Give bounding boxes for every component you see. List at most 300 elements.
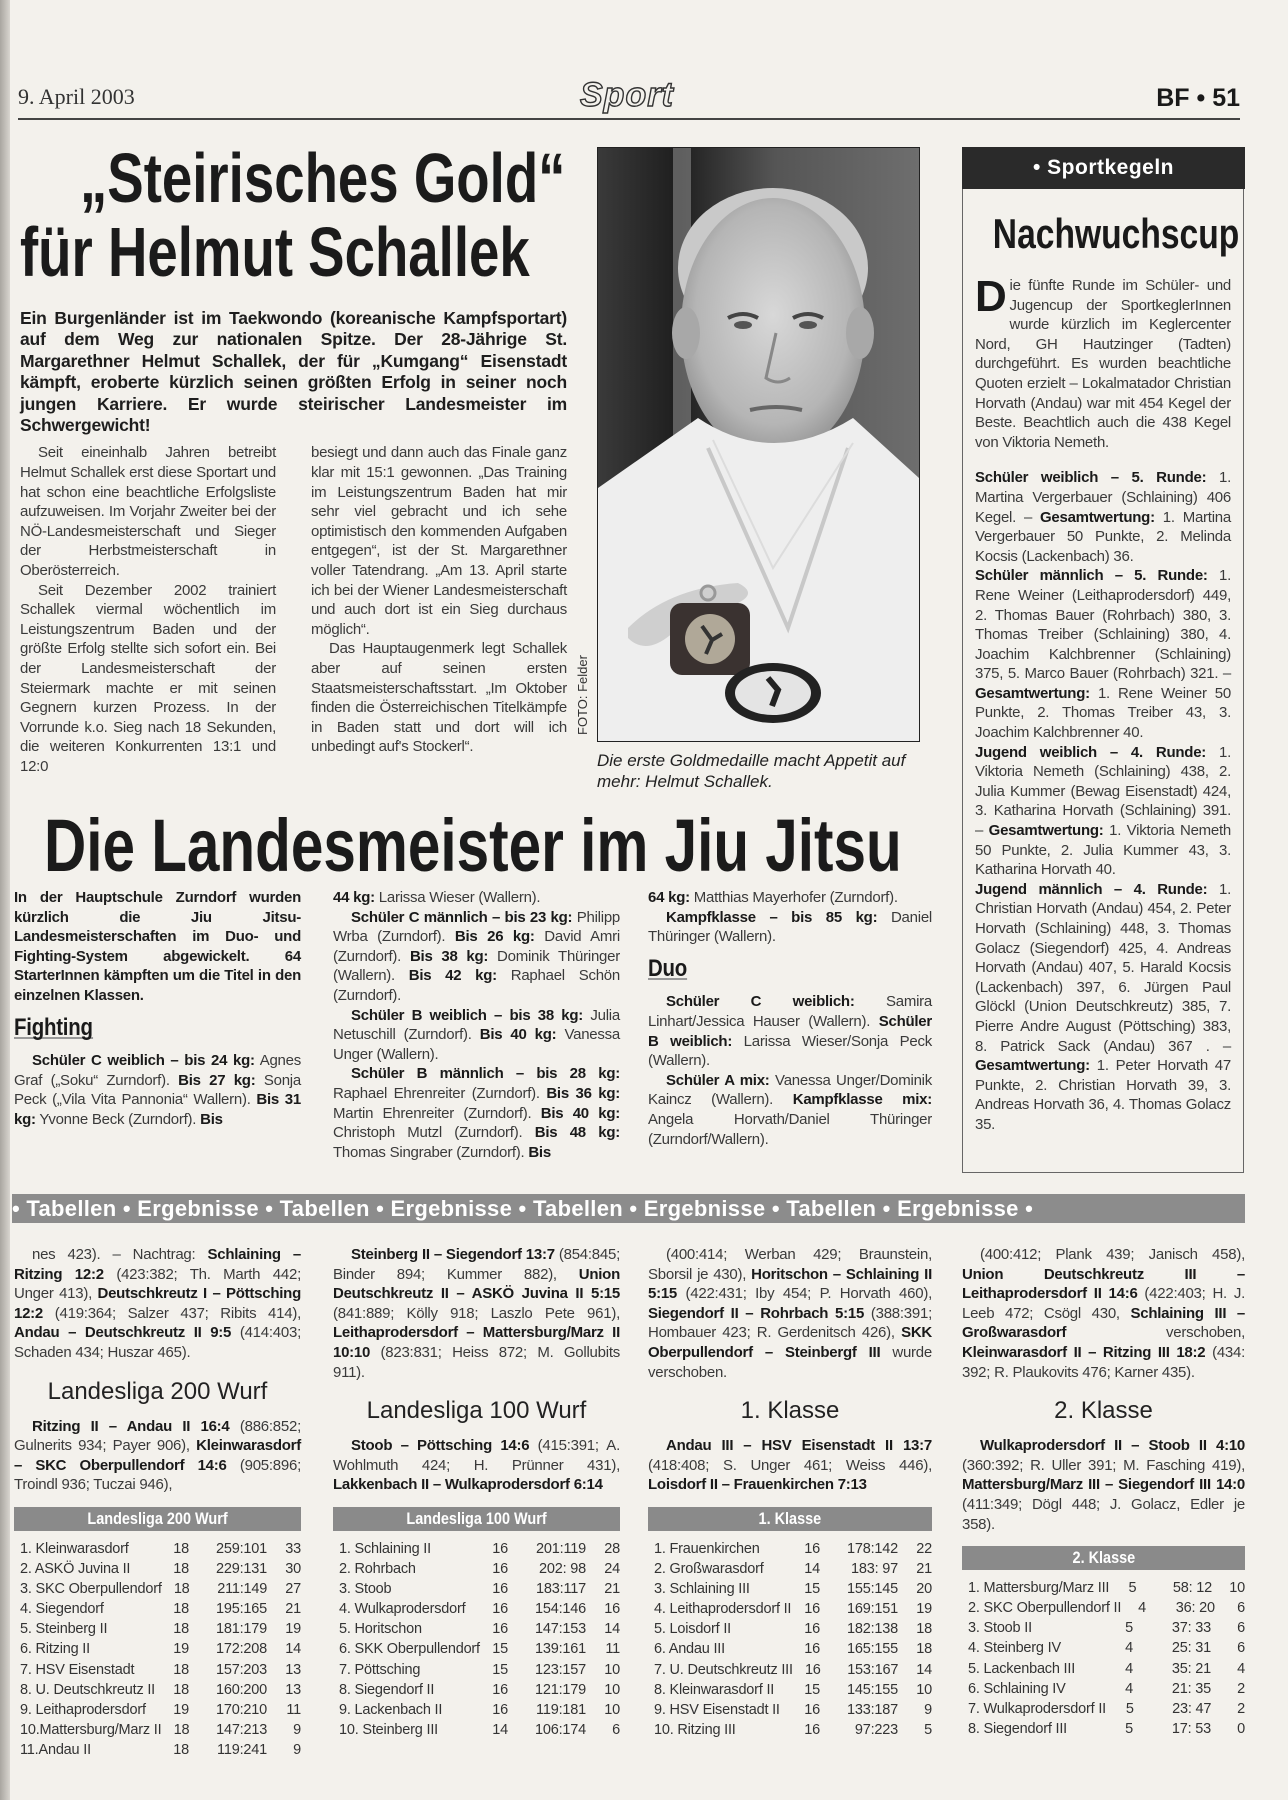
games-played: 4 bbox=[1138, 1600, 1146, 1617]
sidebar-intro-text: ie fünfte Runde im Schüler- und Jugencup der SportkeglerInnen wurde kürzlich im Keglercenter Nord, GH Hautzinger (Tadten) durchgeführt. Es wurden beachtliche Quoten erzielt – Lokalmatador Christian Horvath (Andau) war mit 454 Kegel der Beste. Beachtlich auch die 438 Kegel von Viktoria Nemeth. bbox=[975, 277, 1231, 451]
team-name: 9. Leithaprodersdorf bbox=[20, 1701, 146, 1718]
table-row bbox=[14, 1680, 301, 1700]
points: 5 bbox=[924, 1721, 932, 1738]
games-played: 18 bbox=[173, 1540, 189, 1557]
team-name: 1. Schlaining II bbox=[339, 1540, 431, 1557]
games-played: 16 bbox=[804, 1701, 820, 1718]
games-played: 15 bbox=[492, 1661, 508, 1678]
bold-run: Kleinwarasdorf – SKC Oberpullendorf 14:6 bbox=[14, 1437, 301, 1474]
paragraph bbox=[333, 1006, 620, 1065]
article-column-1 bbox=[20, 443, 276, 776]
results-col4-heading: 2. Klasse bbox=[1054, 1397, 1153, 1425]
points: 22 bbox=[916, 1540, 932, 1557]
results-col3-top bbox=[648, 1245, 932, 1382]
points: 24 bbox=[604, 1561, 620, 1578]
team-name: 5. Lackenbach III bbox=[968, 1660, 1076, 1677]
photo-credit: FOTO: Felder bbox=[575, 655, 590, 735]
team-name: 8. Siegendorf II bbox=[339, 1681, 435, 1698]
text-run: Matthias Mayerhofer (Zurndorf). bbox=[689, 889, 898, 906]
bold-run: Horitschon – Schlaining II 5:15 bbox=[648, 1265, 932, 1303]
bold-run: Kampfklasse – bis 85 kg: bbox=[666, 908, 878, 926]
sidebar-kicker: • Sportkegeln bbox=[962, 147, 1245, 189]
bold-run: 44 kg: bbox=[333, 889, 375, 906]
text-run: Agnes Graf („Soku“ Zurndorf). bbox=[14, 1052, 301, 1089]
text-run: 1. Martina Vergerbauer (Schlaining) 406 Kegel. – bbox=[975, 469, 1231, 526]
paragraph bbox=[975, 566, 1231, 742]
table-row bbox=[333, 1619, 620, 1639]
points: 10 bbox=[916, 1681, 932, 1698]
text-run: (423:382; Th. Marth 442; Unger 413), bbox=[14, 1265, 301, 1303]
text-run: (823:831; Heiss 872; M. Gollubits 911). bbox=[333, 1343, 620, 1381]
bold-run: Bis 42 kg: bbox=[408, 967, 497, 985]
score: 155:145 bbox=[846, 1581, 898, 1598]
text-run: (418:408; S. Unger 461; Weiss 446), bbox=[648, 1456, 932, 1474]
score: 145:155 bbox=[846, 1681, 898, 1698]
score: 201:119 bbox=[536, 1540, 586, 1557]
text-run: Dominik Thüringer (Wallern). bbox=[333, 947, 620, 985]
bold-run: 64 kg: bbox=[648, 889, 690, 906]
paragraph bbox=[14, 1417, 301, 1495]
games-played: 5 bbox=[1125, 1720, 1133, 1737]
points: 6 bbox=[1237, 1640, 1245, 1657]
paragraph bbox=[20, 443, 276, 580]
text-run: David Amri (Zurndorf). bbox=[333, 928, 621, 965]
text-run: Larissa Wieser/Sonja Peck (Wallern). bbox=[648, 1032, 932, 1070]
standings-landesliga-100 bbox=[333, 1507, 620, 1740]
text-run: (886:852; Gulnerits 934; Payer 906), bbox=[14, 1417, 301, 1455]
bold-run: Bis bbox=[200, 1110, 223, 1128]
bold-run: Schüler C weiblich: bbox=[666, 993, 855, 1011]
team-name: 5. Steinberg II bbox=[20, 1621, 108, 1638]
points: 33 bbox=[285, 1540, 301, 1557]
bold-run: Jugend männlich – 4. Runde: bbox=[975, 880, 1208, 898]
points: 2 bbox=[1237, 1700, 1245, 1717]
jiu-column-1 bbox=[14, 888, 301, 1130]
jiu-jitsu-headline: Die Landesmeister im Jiu Jitsu bbox=[44, 804, 902, 887]
bold-run: Wulkaprodersdorf II – Stoob II 4:10 bbox=[980, 1437, 1245, 1455]
points: 13 bbox=[285, 1681, 301, 1698]
bold-run: Andau – Deutschkreutz II 9:5 bbox=[14, 1324, 232, 1342]
table-row bbox=[14, 1639, 301, 1659]
games-played: 4 bbox=[1125, 1640, 1133, 1657]
text-run: 1. Peter Horvath 47 Punkte, 2. Christian Horvath 39, 3. Andreas Horvath 36, 4. Thomas Golacz 35. bbox=[975, 1057, 1231, 1133]
team-name: 8. U. Deutschkreutz II bbox=[20, 1681, 156, 1698]
table-title bbox=[333, 1507, 620, 1531]
points: 6 bbox=[612, 1721, 620, 1738]
points: 21 bbox=[604, 1581, 620, 1598]
games-played: 14 bbox=[492, 1721, 508, 1738]
score: 147:213 bbox=[216, 1721, 268, 1738]
games-played: 16 bbox=[492, 1701, 508, 1718]
bold-run: Schüler B männlich – bis 28 kg: bbox=[351, 1065, 620, 1083]
fighting-results-cont-2 bbox=[648, 888, 932, 908]
paragraph bbox=[975, 743, 1231, 880]
bold-run: Jugend weiblich – 4. Runde: bbox=[975, 743, 1207, 761]
points: 28 bbox=[604, 1540, 620, 1557]
team-name: 10. Ritzing III bbox=[654, 1721, 736, 1738]
results-col1-body bbox=[14, 1417, 301, 1495]
score: 147:153 bbox=[534, 1621, 586, 1638]
drop-cap: D bbox=[975, 272, 1007, 321]
text-run: In der Hauptschule Zurndorf wurden kürzlich die Jiu Jitsu-Landesmeisterschaften im Duo- und Fighting-System abgewickelt. 64 StarterInnen kämpften um die Titel in den einzelnen Klassen. bbox=[14, 889, 301, 1004]
games-played: 18 bbox=[173, 1601, 189, 1618]
bold-run: Bis 48 kg: bbox=[534, 1124, 620, 1142]
points: 9 bbox=[293, 1721, 301, 1738]
text-run: Vanessa Unger (Wallern). bbox=[333, 1026, 620, 1063]
games-played: 16 bbox=[804, 1621, 820, 1638]
points: 11 bbox=[286, 1701, 301, 1718]
text-run: 1. Christian Horvath (Andau) 454, 2. Peter Horvath (Schlaining) 448, 3. Thomas Golacz (Siegendorf) 425, 4. Andreas Horvath (Andau) 407, 5. Harald Kocsis (Lackenbach) 397, 6. Jürgen Paul Glöckl (Union Deutschkreutz) 385, 7. Pierre Andre August (Pöttsching) 383, 8. Patrick Sack (Andau) 367 . – bbox=[975, 880, 1231, 1055]
team-name: 1. Kleinwarasdorf bbox=[20, 1540, 129, 1557]
games-played: 18 bbox=[173, 1561, 189, 1578]
table-row bbox=[962, 1618, 1245, 1638]
paragraph bbox=[333, 888, 620, 908]
table-row bbox=[333, 1559, 620, 1579]
paragraph bbox=[648, 908, 932, 947]
sidebar-title: Nachwuchscup bbox=[992, 210, 1240, 257]
score: 169:151 bbox=[846, 1601, 898, 1618]
bold-run: Kleinwarasdorf II – Ritzing III 18:2 bbox=[962, 1343, 1206, 1361]
score: 23: 47 bbox=[1172, 1700, 1212, 1717]
bold-run: Bis 38 kg: bbox=[409, 947, 489, 965]
text-run: (388:391; Hombauer 423; R. Gerdenitsch 426), bbox=[648, 1304, 932, 1342]
points: 27 bbox=[285, 1581, 301, 1598]
text-run: Yvonne Beck (Zurndorf). bbox=[35, 1110, 201, 1128]
bold-run: Siegendorf II – Rohrbach 5:15 bbox=[648, 1304, 865, 1322]
score: 153:167 bbox=[847, 1661, 899, 1678]
games-played: 5 bbox=[1125, 1620, 1133, 1637]
text-run: wurde verschoben. bbox=[648, 1343, 932, 1381]
text-run: (841:889; Kölly 918; Laszlo Pete 961), bbox=[333, 1304, 620, 1322]
table-row bbox=[333, 1539, 620, 1559]
games-played: 15 bbox=[804, 1581, 820, 1598]
points: 4 bbox=[1237, 1660, 1245, 1677]
table-row bbox=[962, 1638, 1245, 1658]
paragraph bbox=[962, 1245, 1245, 1382]
table-row bbox=[648, 1680, 932, 1700]
table-row bbox=[648, 1619, 932, 1639]
games-played: 4 bbox=[1125, 1660, 1133, 1677]
text-run: Larissa Wieser (Wallern). bbox=[374, 889, 541, 906]
games-played: 16 bbox=[492, 1681, 508, 1698]
points: 14 bbox=[916, 1661, 932, 1678]
score: 97:223 bbox=[854, 1721, 898, 1738]
jiu-column-3 bbox=[648, 888, 932, 1149]
games-played: 19 bbox=[173, 1701, 189, 1718]
results-col1-top bbox=[14, 1245, 301, 1363]
games-played: 16 bbox=[492, 1561, 508, 1578]
team-name: 9. HSV Eisenstadt II bbox=[654, 1701, 780, 1718]
team-name: 6. Andau III bbox=[654, 1641, 725, 1658]
table-row bbox=[648, 1639, 932, 1659]
team-name: 6. Schlaining IV bbox=[968, 1680, 1066, 1697]
team-name: 8. Siegendorf III bbox=[968, 1720, 1067, 1737]
sidebar-intro bbox=[975, 272, 1231, 452]
table-title bbox=[962, 1546, 1245, 1570]
bold-run: Gesamtwertung: bbox=[988, 822, 1104, 840]
score: 229:131 bbox=[215, 1561, 267, 1578]
table-row bbox=[333, 1680, 620, 1700]
games-played: 16 bbox=[804, 1641, 820, 1658]
text-run: 1. Rene Weiner 50 Punkte, 2. Thomas Treiber 43, 3. Joachim Kalchbrenner 40. bbox=[975, 684, 1231, 742]
score: 37: 33 bbox=[1171, 1620, 1211, 1637]
bold-run: Bis 31 kg: bbox=[14, 1091, 301, 1128]
points: 6 bbox=[1237, 1600, 1245, 1617]
bold-run: Kampfklasse mix: bbox=[792, 1091, 933, 1109]
points: 14 bbox=[285, 1641, 301, 1658]
paragraph bbox=[962, 1436, 1245, 1534]
bold-run: Bis 36 kg: bbox=[546, 1084, 620, 1102]
bold-run: Schlaining III – Großwarasdorf bbox=[962, 1304, 1246, 1342]
results-column-1 bbox=[14, 1245, 301, 1760]
text-run: (434: 392; R. Plaukovits 476; Karner 435). bbox=[962, 1343, 1246, 1381]
score: 119:181 bbox=[536, 1701, 586, 1718]
team-name: 9. Lackenbach II bbox=[339, 1701, 443, 1718]
duo-heading: Duo bbox=[648, 954, 688, 982]
games-played: 18 bbox=[173, 1741, 189, 1758]
bold-run: Andau III – HSV Eisenstadt II 13:7 bbox=[666, 1437, 932, 1455]
paragraph bbox=[333, 1064, 620, 1162]
team-name: 6. SKK Oberpullendorf bbox=[339, 1641, 480, 1658]
article-column-2 bbox=[311, 443, 567, 776]
results-col3-body bbox=[648, 1436, 932, 1495]
text-run: (400:414; Werban 429; Braunstein, Sborsil je 430), bbox=[648, 1246, 932, 1283]
bold-run: Schüler männlich – 5. Runde: bbox=[975, 567, 1208, 585]
article-lead: Ein Burgenländer ist im Taekwondo (koreanische Kampfsportart) auf dem Weg zur nationalen Spitze. Der 28-Jährige St. Margarethner Helmut Schallek, der für „Kumgang“ Eisenstadt kämpft, eroberte kürzlich seinen größten Erfolg in seiner noch jungen Karriere. Er wurde steirischer Landesmeister im Schwergewicht! bbox=[20, 308, 567, 436]
table-row bbox=[648, 1599, 932, 1619]
games-played: 19 bbox=[173, 1641, 189, 1658]
table-row bbox=[333, 1700, 620, 1720]
page-number: BF • 51 bbox=[1156, 84, 1240, 112]
text-run: (411:349; Dögl 448; J. Golacz, Edler je 358). bbox=[962, 1495, 1245, 1533]
text-run: Martin Ehrenreiter (Zurndorf). bbox=[333, 1104, 541, 1122]
points: 16 bbox=[604, 1601, 620, 1618]
bold-run: Schüler B weiblich: bbox=[648, 1012, 932, 1050]
score: 58: 12 bbox=[1172, 1580, 1213, 1597]
bold-run: Bis 40 kg: bbox=[540, 1104, 620, 1122]
score: 183:117 bbox=[536, 1581, 586, 1598]
text-run: (419:364; Salzer 437; Ribits 414), bbox=[43, 1304, 301, 1322]
page-edge-shadow bbox=[0, 0, 10, 1800]
table-row bbox=[648, 1700, 932, 1720]
fighting-results-2 bbox=[333, 908, 620, 1163]
text-run: Seit eineinhalb Jahren betreibt Helmut Schallek erst diese Sportart und hat schon eine beachtliche Erfolgsliste aufzuweisen. Im Vorjahr Zweiter bei der NÖ-Landesmeisterschaft und Sieger der Herbstmeisterschaft in Oberösterreich. bbox=[20, 444, 276, 579]
team-name: 4. Wulkaprodersdorf bbox=[339, 1601, 466, 1618]
fighting-heading: Fighting bbox=[14, 1013, 93, 1041]
sidebar-title-wrap bbox=[962, 210, 1245, 258]
paragraph bbox=[648, 888, 932, 908]
results-col4-body bbox=[962, 1436, 1245, 1534]
spacer bbox=[975, 452, 1231, 468]
table-row bbox=[648, 1539, 932, 1559]
paragraph bbox=[14, 1245, 301, 1363]
bold-run: Ritzing II – Andau II 16:4 bbox=[32, 1417, 230, 1435]
games-played: 4 bbox=[1125, 1680, 1133, 1697]
paragraph bbox=[20, 581, 276, 777]
results-col1-heading: Landesliga 200 Wurf bbox=[47, 1377, 268, 1405]
table-title-text: Landesliga 200 Wurf bbox=[87, 1508, 228, 1528]
team-name: 3. Stoob II bbox=[968, 1620, 1032, 1637]
games-played: 5 bbox=[1125, 1700, 1134, 1717]
text-run: besiegt und dann auch das Finale ganz klar mit 15:1 gewonnen. „Das Training im Leistungszentrum Baden hat mir sehr viel gebracht und ich sehe optimistisch den kommenden Aufgaben entgegen“, ist der St. Margarethner voller Tatendrang. „Am 13. April starte ich bei der Wiener Landesmeisterschaft und auch dort ist ein Sieg durchaus möglich“. bbox=[311, 444, 567, 638]
games-played: 15 bbox=[492, 1641, 508, 1658]
text-run: Seit Dezember 2002 trainiert Schallek viermal wöchentlich im Leistungszentrum Baden und der größte Erfolg stellte sich sofort ein. Bei der Landesmeisterschaft der Steiermark machte er mit seinen Gegnern kurzen Prozess. In der Vorrunde k.o. Sieg nach 18 Sekunden, die weiteren Konkurrenten 13:1 und 12:0 bbox=[20, 581, 276, 775]
team-name: 1. Frauenkirchen bbox=[654, 1540, 760, 1557]
team-name: 3. Schlaining III bbox=[654, 1581, 750, 1598]
score: 123:157 bbox=[534, 1661, 586, 1678]
points: 30 bbox=[285, 1561, 301, 1578]
score: 154:146 bbox=[534, 1601, 586, 1618]
table-row bbox=[14, 1700, 301, 1720]
table-row bbox=[333, 1639, 620, 1659]
bold-run: Gesamtwertung: bbox=[1039, 508, 1155, 526]
score: 21: 35 bbox=[1171, 1680, 1211, 1697]
text-run: (422:403; H. J. Leeb 472; Csögl 430, bbox=[962, 1285, 1245, 1322]
paragraph bbox=[333, 1245, 620, 1382]
issue-date: 9. April 2003 bbox=[18, 84, 135, 109]
text-run: 1. Rene Weiner (Leithaprodersdorf) 449, 2. Thomas Bauer (Rohrbach) 380, 3. Thomas Treiber (Schlaining) 380, 4. Joachim Kalchbrenner (Schlaining) 375, 5. Marco Bauer (Rohrbach) 321. – bbox=[975, 567, 1232, 683]
bold-run: Schüler C weiblich – bis 24 kg: bbox=[32, 1052, 255, 1070]
bold-run: Schüler A mix: bbox=[666, 1071, 770, 1089]
team-name: 11.Andau II bbox=[20, 1741, 91, 1758]
text-run: 1. Viktoria Nemeth (Schlaining) 438, 2. Julia Kummer (Bewag Eisenstadt) 424, 3. Katharina Horvath (Schlaining) 391. – bbox=[975, 743, 1231, 840]
jiu-intro bbox=[14, 888, 301, 1006]
results-col3-heading: 1. Klasse bbox=[740, 1397, 840, 1425]
team-name: 1. Mattersburg/Marz III bbox=[968, 1580, 1110, 1597]
games-played: 15 bbox=[804, 1681, 820, 1698]
text-run: 1. Viktoria Nemeth 50 Punkte, 2. Julia Kummer 43, 3. Katharina Horvath 40. bbox=[975, 822, 1232, 879]
score: 106:174 bbox=[534, 1721, 586, 1738]
bold-run: SKK Oberpullendorf – Steinbergf III bbox=[648, 1324, 932, 1361]
points: 14 bbox=[604, 1621, 620, 1638]
table-row bbox=[333, 1720, 620, 1740]
score: 121:179 bbox=[534, 1681, 586, 1698]
paragraph bbox=[648, 1071, 932, 1149]
score: 35: 21 bbox=[1171, 1660, 1211, 1677]
bold-run: Gesamtwertung: bbox=[975, 1057, 1090, 1075]
bold-run: Union Deutschkreutz II – ASKÖ Juvina II 5:15 bbox=[333, 1265, 620, 1303]
text-run: Daniel Thüringer (Wallern). bbox=[648, 908, 932, 946]
text-run: Vanessa Unger/Dominik Kaincz (Wallern). bbox=[648, 1071, 932, 1109]
table-row bbox=[14, 1599, 301, 1619]
score: 211:149 bbox=[217, 1581, 268, 1598]
games-played: 18 bbox=[173, 1681, 189, 1698]
table-row bbox=[648, 1660, 932, 1680]
games-played: 16 bbox=[804, 1540, 820, 1557]
text-run: Das Hauptaugenmerk legt Schallek aber auf seinen ersten Staatsmeisterschaftsstart. „Im Oktober finden die Österreichischen Titelkämpfe in Baden statt und dort will ich unbedingt auf's Stockerl“. bbox=[311, 640, 567, 756]
paragraph bbox=[648, 1436, 932, 1495]
points: 11 bbox=[605, 1641, 620, 1658]
paragraph bbox=[648, 992, 932, 1070]
team-name: 7. HSV Eisenstadt bbox=[20, 1661, 135, 1678]
bold-run: Loisdorf II – Frauenkirchen 7:13 bbox=[648, 1476, 867, 1494]
bold-run: Gesamtwertung: bbox=[975, 684, 1090, 702]
portrait-image bbox=[598, 148, 919, 741]
team-name: 2. Rohrbach bbox=[339, 1561, 416, 1578]
score: 119:241 bbox=[217, 1741, 267, 1758]
bold-run: Schüler B weiblich – bis 38 kg: bbox=[351, 1006, 584, 1024]
results-col2-body bbox=[333, 1436, 620, 1495]
sidebar-text bbox=[975, 272, 1232, 1135]
score: 160:200 bbox=[215, 1681, 267, 1698]
text-run: (360:392; R. Uller 391; M. Fasching 419), bbox=[962, 1456, 1245, 1474]
games-played: 16 bbox=[492, 1540, 508, 1557]
paragraph bbox=[333, 908, 620, 1006]
article-text bbox=[20, 308, 567, 777]
team-name: 3. SKC Oberpullendorf bbox=[20, 1581, 162, 1598]
points: 19 bbox=[916, 1601, 932, 1618]
results-col2-top bbox=[333, 1245, 620, 1382]
paragraph bbox=[311, 639, 567, 757]
games-played: 18 bbox=[173, 1721, 190, 1738]
points: 21 bbox=[916, 1561, 932, 1578]
table-row bbox=[962, 1699, 1245, 1719]
team-name: 5. Horitschon bbox=[339, 1621, 422, 1638]
points: 19 bbox=[285, 1621, 301, 1638]
points: 13 bbox=[285, 1661, 301, 1678]
points: 21 bbox=[285, 1601, 301, 1618]
points: 18 bbox=[916, 1641, 932, 1658]
article-columns bbox=[20, 443, 567, 776]
standings-landesliga-200 bbox=[14, 1507, 301, 1760]
games-played: 16 bbox=[804, 1721, 820, 1738]
results-column-2 bbox=[333, 1245, 620, 1740]
team-name: 3. Stoob bbox=[339, 1581, 392, 1598]
table-row bbox=[333, 1599, 620, 1619]
text-run: nes 423). – Nachtrag: bbox=[32, 1246, 208, 1263]
table-title-text: 2. Klasse bbox=[1072, 1548, 1135, 1568]
bold-run: Bis 27 kg: bbox=[178, 1071, 256, 1089]
score: 178:142 bbox=[846, 1540, 898, 1557]
points: 18 bbox=[916, 1621, 932, 1638]
results-column-4 bbox=[962, 1245, 1245, 1739]
score: 36: 20 bbox=[1175, 1600, 1215, 1617]
sidebar-results bbox=[975, 468, 1231, 1134]
paragraph bbox=[648, 1245, 932, 1382]
team-name: 4. Leithaprodersdorf II bbox=[654, 1601, 792, 1618]
table-row bbox=[14, 1559, 301, 1579]
bold-run: Schüler C männlich – bis 23 kg: bbox=[351, 908, 573, 926]
games-played: 16 bbox=[492, 1621, 508, 1638]
standings-2-klasse bbox=[962, 1546, 1245, 1739]
table-row bbox=[333, 1579, 620, 1599]
team-name: 7. U. Deutschkreutz III bbox=[654, 1661, 793, 1678]
bold-run: Leithaprodersdorf – Mattersburg/Marz II 10:10 bbox=[333, 1324, 620, 1361]
team-name: 2. SKC Oberpullendorf II bbox=[968, 1600, 1122, 1617]
bold-run: Lakkenbach II – Wulkaprodersdorf 6:14 bbox=[333, 1476, 603, 1494]
score: 181:179 bbox=[215, 1621, 267, 1638]
table-row bbox=[333, 1660, 620, 1680]
paragraph bbox=[311, 443, 567, 639]
text-run: (422:431; Iby 454; P. Horvath 460), bbox=[677, 1285, 932, 1303]
score: 165:155 bbox=[846, 1641, 898, 1658]
table-title-text: Landesliga 100 Wurf bbox=[406, 1508, 547, 1528]
jiu-column-2 bbox=[333, 888, 620, 1162]
bold-run: Union Deutschkreutz III – Leithaprodersdorf II 14:6 bbox=[962, 1265, 1245, 1303]
points: 10 bbox=[1229, 1580, 1245, 1597]
fighting-results-1 bbox=[14, 1051, 301, 1129]
text-run: Raphael Ehrenreiter (Zurndorf). bbox=[333, 1084, 547, 1102]
points: 10 bbox=[604, 1681, 620, 1698]
bold-run: Bis 26 kg: bbox=[454, 928, 535, 946]
table-body bbox=[333, 1539, 620, 1740]
points: 20 bbox=[916, 1581, 932, 1598]
score: 133:187 bbox=[846, 1701, 898, 1718]
standings-1-klasse bbox=[648, 1507, 932, 1740]
table-row bbox=[962, 1719, 1245, 1739]
table-title-text: 1. Klasse bbox=[758, 1508, 822, 1528]
games-played: 18 bbox=[173, 1621, 189, 1638]
